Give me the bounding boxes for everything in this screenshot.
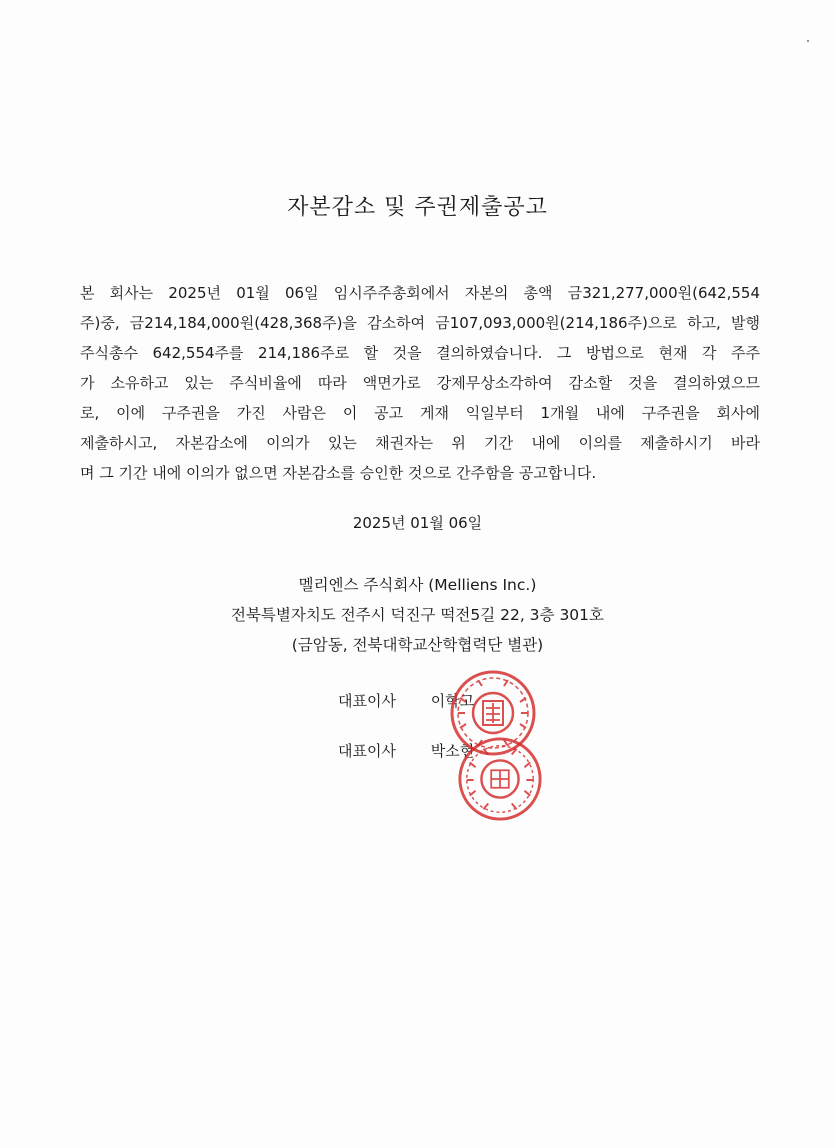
company-info <box>0 570 835 660</box>
announcement-body <box>80 278 760 488</box>
company-address-detail: (금암동, 전북대학교산학협력단 별관) <box>291 636 544 654</box>
document-title: 자본감소 및 주권제출공고 <box>287 195 548 220</box>
company-address: 전북특별자치도 전주시 덕진구 떡전5길 22, 3층 301호 <box>230 606 605 624</box>
body-line: 제출하시고, 자본감소에 이의가 있는 채권자는 위 기간 내에 이의를 제출하시기 바라 <box>80 434 760 452</box>
body-line: 주식총수 642,554주를 214,186주로 할 것을 결의하였습니다. 그 방법으로 현재 각 주주 <box>80 344 760 362</box>
scan-speck <box>807 40 809 42</box>
body-line: 며 그 기간 내에 이의가 없으면 자본감소를 승인한 것으로 간주함을 공고합니다. <box>80 464 597 482</box>
company-seal-icon <box>456 735 544 823</box>
representative-role: 대표이사 <box>338 742 396 760</box>
company-name: 멜리엔스 주식회사 (Melliens Inc.) <box>298 576 537 594</box>
announcement-date: 2025년 01월 06일 <box>352 514 483 532</box>
representative-name: 이학고 <box>430 692 475 710</box>
representative-name: 박소현 <box>430 742 475 760</box>
body-line: 가 소유하고 있는 주식비율에 따라 액면가로 강제무상소각하여 감소할 것을 결의하였으므 <box>80 374 760 392</box>
body-line: 본 회사는 2025년 01월 06일 임시주주총회에서 자본의 총액 금321,277,000원(642,554 <box>80 284 760 302</box>
body-line: 주)중, 금214,184,000원(428,368주)을 감소하여 금107,093,000원(214,186주)으로 하고, 발행 <box>80 314 760 332</box>
representative-role: 대표이사 <box>338 692 396 710</box>
body-line: 로, 이에 구주권을 가진 사람은 이 공고 게재 익일부터 1개월 내에 구주권을 회사에 <box>80 404 760 422</box>
